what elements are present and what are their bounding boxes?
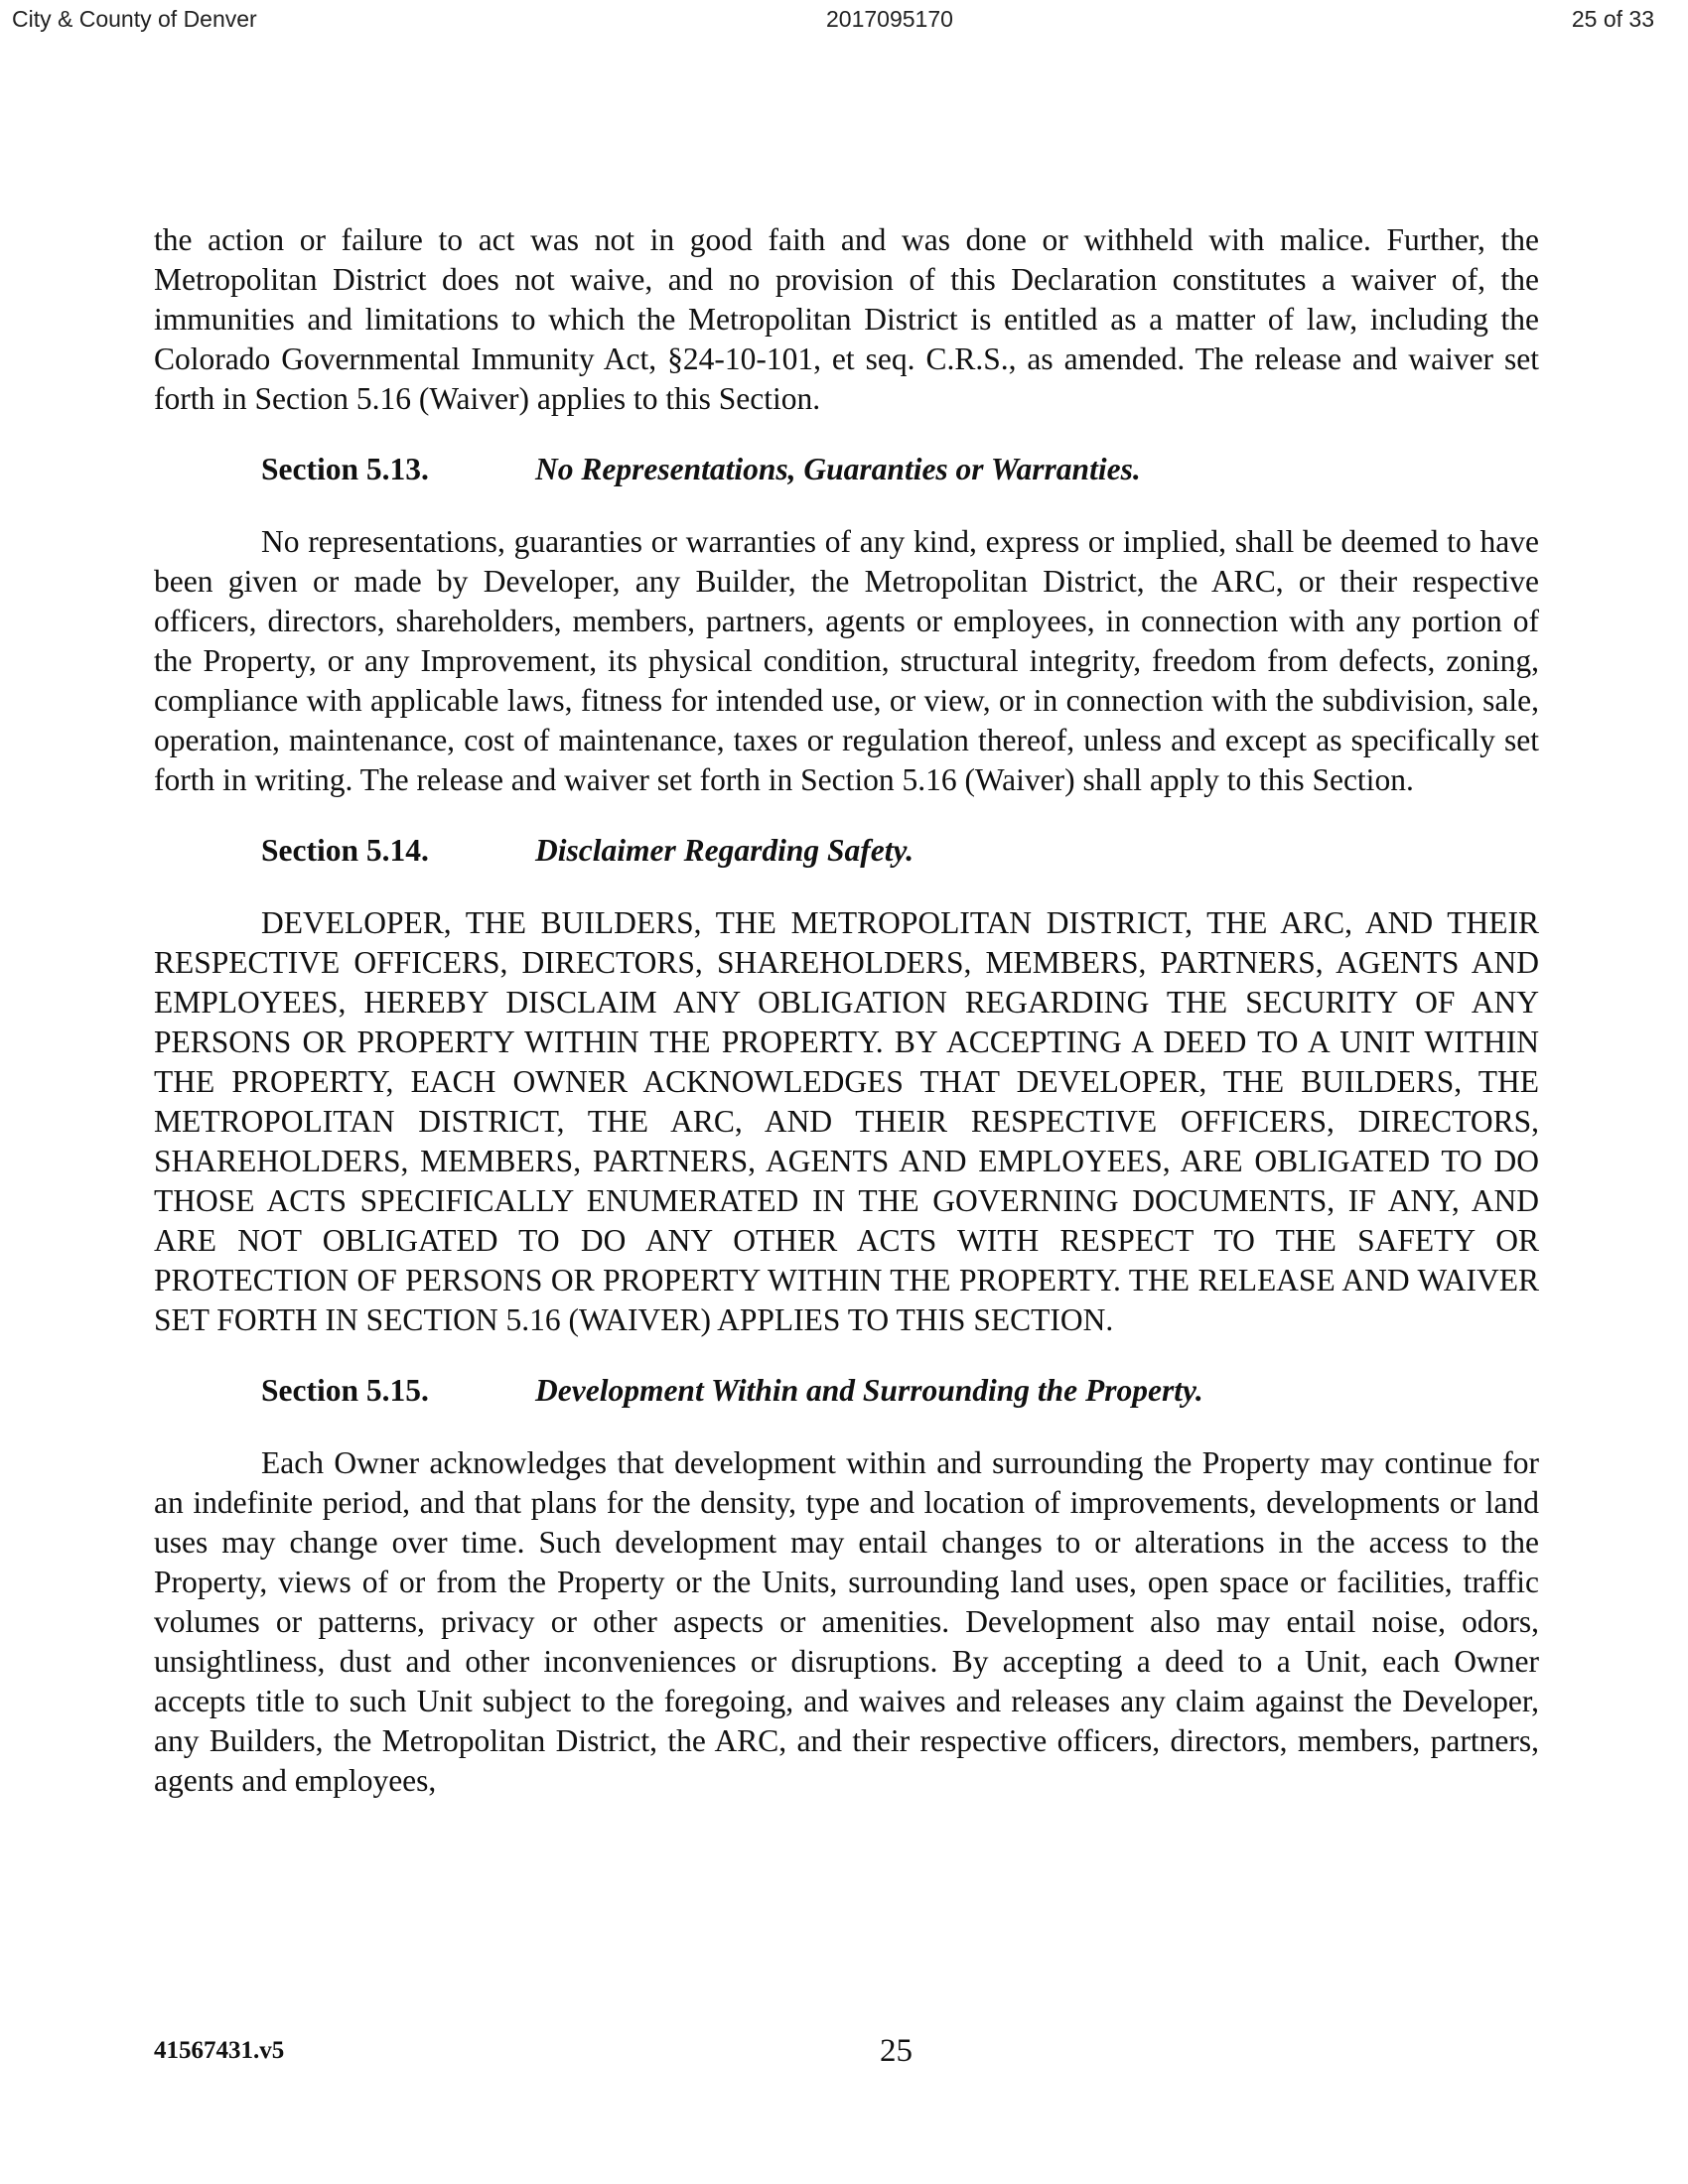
footer-page-number: 25 <box>880 2033 913 2069</box>
header-reception-number: 2017095170 <box>826 6 953 32</box>
section-body-5-15: Each Owner acknowledges that development within and surrounding the Property may continue for an indefinite period, and that plans for the density, type and location of improvements, developments or land uses may change over time. Such development may entail changes to or alterations in the access to the Property, views of or from the Property or the Units, surrounding land uses, open space or facilities, traffic volumes or patterns, privacy or other aspects or amenities. Development also may entail noise, odors, unsightliness, dust and other inconveniences or disruptions. By accepting a deed to a Unit, each Owner accepts title to such Unit subject to the foregoing, and waives and releases any claim against the Developer, any Builders, the Metropolitan District, the ARC, and their respective officers, directors, members, partners, agents and employees, <box>154 1445 1539 1798</box>
section-heading-5-13 <box>154 450 1539 489</box>
header-county: City & County of Denver <box>12 6 257 32</box>
footer-document-id: 41567431.v5 <box>154 2037 285 2064</box>
section-number: Section 5.15. <box>261 1373 429 1408</box>
section-heading-5-15 <box>154 1371 1539 1411</box>
section-body-5-13: No representations, guaranties or warranties of any kind, express or implied, shall be deemed to have been given or made by Developer, any Builder, the Metropolitan District, the ARC, or their respective officers, directors, shareholders, members, partners, agents or employees, in connection with any portion of the Property, or any Improvement, its physical condition, structural integrity, freedom from defects, zoning, compliance with applicable laws, fitness for intended use, or view, or in connection with the subdivision, sale, operation, maintenance, cost of maintenance, taxes or regulation thereof, unless and except as specifically set forth in writing. The release and waiver set forth in Section 5.16 (Waiver) shall apply to this Section. <box>154 524 1539 797</box>
section-number: Section 5.13. <box>261 452 429 486</box>
section-title: No Representations, Guaranties or Warranties. <box>535 452 1141 486</box>
section-heading-5-14 <box>154 831 1539 871</box>
header-page-count: 25 of 33 <box>1571 6 1654 32</box>
document-header <box>0 6 1688 36</box>
section-body-5-14: DEVELOPER, THE BUILDERS, THE METROPOLITAN DISTRICT, THE ARC, AND THEIR RESPECTIVE OFFICERS, DIRECTORS, SHAREHOLDERS, MEMBERS, PARTNERS, AGENTS AND EMPLOYEES, HEREBY DISCLAIM ANY OBLIGATION REGARDING THE SECURITY OF ANY PERSONS OR PROPERTY WITHIN THE PROPERTY. BY ACCEPTING A DEED TO A UNIT WITHIN THE PROPERTY, EACH OWNER ACKNOWLEDGES THAT DEVELOPER, THE BUILDERS, THE METROPOLITAN DISTRICT, THE ARC, AND THEIR RESPECTIVE OFFICERS, DIRECTORS, SHAREHOLDERS, MEMBERS, PARTNERS, AGENTS AND EMPLOYEES, ARE OBLIGATED TO DO THOSE ACTS SPECIFICALLY ENUMERATED IN THE GOVERNING DOCUMENTS, IF ANY, AND ARE NOT OBLIGATED TO DO ANY OTHER ACTS WITH RESPECT TO THE SAFETY OR PROTECTION OF PERSONS OR PROPERTY WITHIN THE PROPERTY. THE RELEASE AND WAIVER SET FORTH IN SECTION 5.16 (WAIVER) APPLIES TO THIS SECTION. <box>154 905 1539 1337</box>
section-number: Section 5.14. <box>261 833 429 868</box>
section-title: Development Within and Surrounding the Property. <box>535 1373 1203 1408</box>
intro-paragraph: the action or failure to act was not in good faith and was done or withheld with malice. Further, the Metropolitan District does not waive, and no provision of this Declaration constitutes a waiver of, the immunities and limitations to which the Metropolitan District is entitled as a matter of law, including the Colorado Governmental Immunity Act, §24-10-101, et seq. C.R.S., as amended. The release and waiver set forth in Section 5.16 (Waiver) applies to this Section. <box>154 222 1539 416</box>
document-page-body <box>154 220 1539 1801</box>
section-title: Disclaimer Regarding Safety. <box>535 833 914 868</box>
